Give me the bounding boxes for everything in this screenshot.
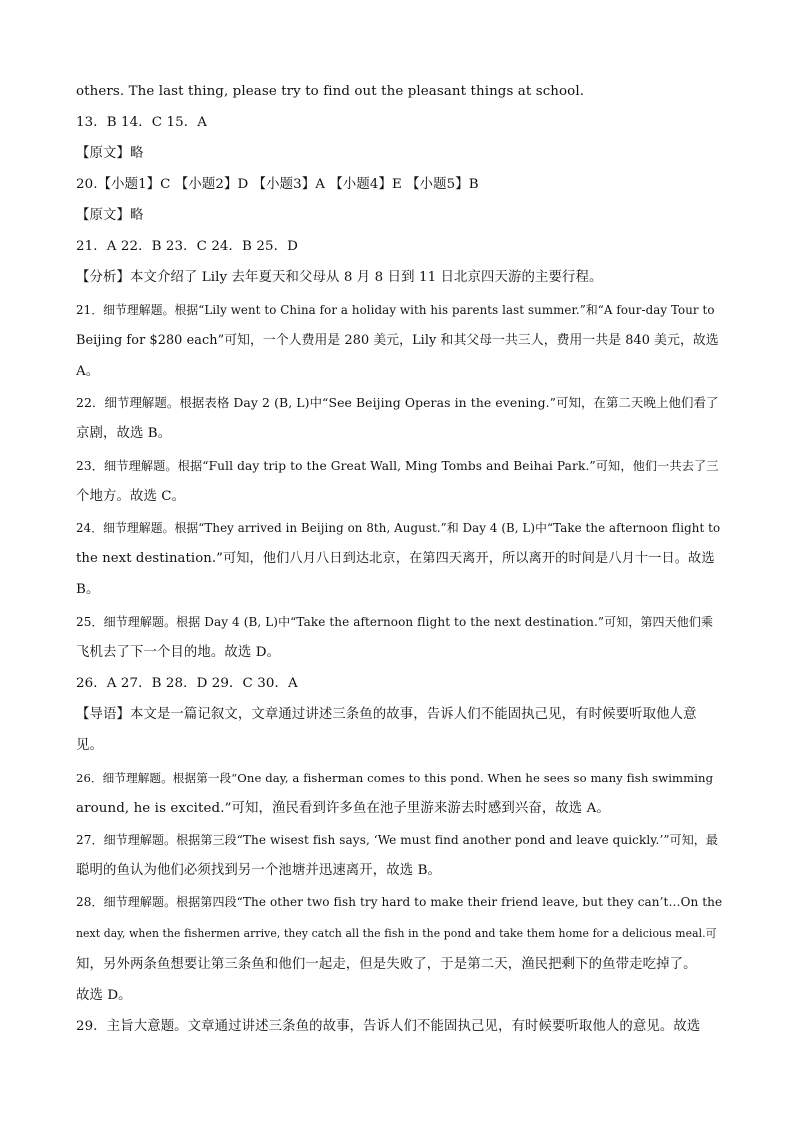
q28-line-3: 知，另外两条鱼想要让第三条鱼和他们一起走，但是失败了，于是第二天，渔民把剩下的鱼带走吃掉了。 bbox=[76, 957, 697, 972]
q27-line-2: 聪明的鱼认为他们必须找到另一个池塘并迅速离开，故选 B。 bbox=[76, 863, 442, 878]
q24-line-3: B。 bbox=[76, 582, 100, 597]
q29-line-1: 29．主旨大意题。文章通过讲述三条鱼的故事，告诉人们不能固执己见，有时候要听取他人的意见。故选 bbox=[76, 1019, 701, 1034]
answer-line-26-30: 26．A 27．B 28．D 29．C 30．A bbox=[76, 676, 298, 691]
q24-line-2: the next destination.”可知，他们八月八日到达北京，在第四天离开，所以离开的时间是八月十一日。故选 bbox=[76, 551, 715, 566]
q28-line-4: 故选 D。 bbox=[76, 988, 132, 1003]
q25-line-2: 飞机去了下一个目的地。故选 D。 bbox=[76, 645, 281, 660]
answer-line-20: 20.【小题1】C 【小题2】D 【小题3】A 【小题4】E 【小题5】B bbox=[76, 177, 479, 192]
q26-line-2: around, he is excited.”可知，渔民看到许多鱼在池子里游来游去时感到兴奋，故选 A。 bbox=[76, 801, 610, 816]
q28-line-1: 28．细节理解题。根据第四段“The other two fish try hard to make their friend leave, but they can’t…On the bbox=[76, 895, 723, 909]
q25-line-1: 25．细节理解题。根据 Day 4 (B, L)中“Take the afternoon flight to the next destination.”可知，第四天他们乘 bbox=[76, 615, 714, 629]
analysis-paragraph: 【分析】本文介绍了 Lily 去年夏天和父母从 8 月 8 日到 11 日北京四天游的主要行程。 bbox=[76, 270, 603, 285]
q22-line-2: 京剧，故选 B。 bbox=[76, 426, 172, 441]
answer-line-13-15: 13．B 14．C 15．A bbox=[76, 115, 207, 130]
q21-line-2: Beijing for $280 each”可知，一个人费用是 280 美元，Lily 和其父母一共三人，费用一共是 840 美元，故选 bbox=[76, 333, 719, 348]
q26-line-1: 26．细节理解题。根据第一段“One day, a fisherman comes to this pond. When he sees so many fish swimming bbox=[76, 771, 714, 785]
q24-line-1: 24．细节理解题。根据“They arrived in Beijing on 8th, August.”和 Day 4 (B, L)中“Take the afternoon flight to bbox=[76, 521, 721, 535]
q23-line-2: 个地方。故选 C。 bbox=[76, 489, 186, 504]
q23-line-1: 23．细节理解题。根据“Full day trip to the Great Wall, Ming Tombs and Beihai Park.”可知，他们一共去了三 bbox=[76, 459, 719, 473]
q27-line-1: 27．细节理解题。根据第三段“The wisest fish says, ‘We must find another pond and leave quickly.’”可知，最 bbox=[76, 833, 719, 847]
original-text-note-1: 【原文】略 bbox=[76, 146, 144, 161]
q21-line-3: A。 bbox=[76, 364, 100, 379]
answer-line-21-25: 21．A 22．B 23．C 24．B 25．D bbox=[76, 239, 298, 254]
text-line-1: others. The last thing, please try to find out the pleasant things at school. bbox=[76, 84, 585, 99]
q21-line-1: 21．细节理解题。根据“Lily went to China for a holiday with his parents last summer.”和“A four-day Tour to bbox=[76, 303, 715, 317]
q22-line-1: 22．细节理解题。根据表格 Day 2 (B, L)中“See Beijing Operas in the evening.”可知，在第二天晚上他们看了 bbox=[76, 395, 719, 410]
original-text-note-2: 【原文】略 bbox=[76, 208, 144, 223]
q28-line-2: next day, when the fishermen arrive, they catch all the fish in the pond and take them home for a delicious meal.可 bbox=[76, 927, 717, 940]
guide-line-2: 见。 bbox=[76, 738, 103, 753]
guide-line-1: 【导语】本文是一篇记叙文，文章通过讲述三条鱼的故事，告诉人们不能固执己见，有时候要听取他人意 bbox=[76, 707, 697, 722]
